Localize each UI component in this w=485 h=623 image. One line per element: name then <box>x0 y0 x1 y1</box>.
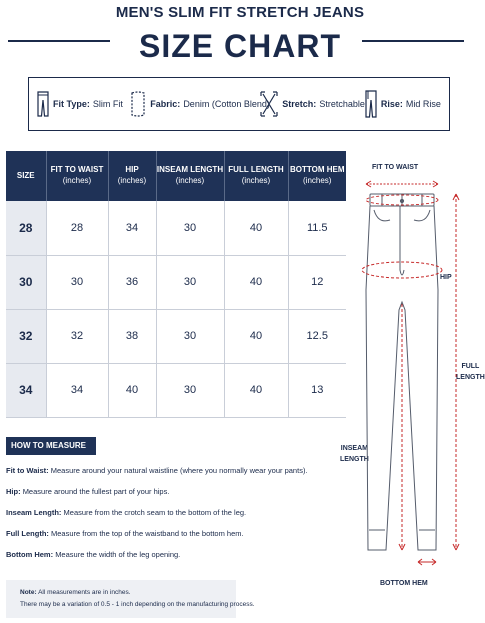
column-header-inseam: INSEAM LENGTH (inches) <box>156 151 224 201</box>
feature-fabric <box>130 91 270 117</box>
feature-value: Mid Rise <box>405 99 441 109</box>
full-length-arrow <box>453 194 459 550</box>
feature-key: Rise: <box>380 99 403 109</box>
cell-hip: 36 <box>108 255 156 309</box>
label-full-length: FULL LENGTH <box>456 363 485 382</box>
cell-bottom-hem: 13 <box>288 363 346 417</box>
feature-value: Stretchable <box>319 99 365 109</box>
table-header-row <box>6 151 346 201</box>
jeans-diagram <box>352 170 472 590</box>
how-item-waist: Fit to Waist: Measure around your natural waistline (where you normally wear your pants). <box>6 466 308 475</box>
feature-rise <box>365 90 441 118</box>
column-header-hip: HIP (inches) <box>108 151 156 201</box>
cell-inseam: 30 <box>156 201 224 255</box>
feature-bar <box>28 77 450 131</box>
cell-waist: 30 <box>46 255 108 309</box>
feature-value: Denim (Cotton Blend) <box>183 99 270 109</box>
size-table <box>6 151 346 418</box>
cell-waist: 34 <box>46 363 108 417</box>
label-fit-to-waist: FIT TO WAIST <box>372 164 419 171</box>
note-line-2: There may be a variation of 0.5 - 1 inch depending on the manufacturing process. <box>20 601 255 608</box>
feature-key: Fabric: <box>150 99 181 109</box>
cell-waist: 32 <box>46 309 108 363</box>
cell-hip: 38 <box>108 309 156 363</box>
cell-size: 34 <box>6 363 46 417</box>
table-row <box>6 309 346 363</box>
cell-full-length: 40 <box>224 363 288 417</box>
cell-inseam: 30 <box>156 363 224 417</box>
cell-full-length: 40 <box>224 201 288 255</box>
column-header-bottom-hem: BOTTOM HEM (inches) <box>288 151 346 201</box>
how-item-hip: Hip: Measure around the fullest part of your hips. <box>6 487 170 496</box>
how-item-full-length: Full Length: Measure from the top of the waistband to the bottom hem. <box>6 529 244 538</box>
waist-measure-arrow <box>366 181 438 187</box>
jeans-icon <box>37 91 49 117</box>
product-subtitle: MEN'S SLIM FIT STRETCH JEANS <box>115 4 365 21</box>
label-bottom-hem: BOTTOM HEM <box>380 580 428 587</box>
cell-bottom-hem: 12.5 <box>288 309 346 363</box>
hip-measure-ellipse <box>362 262 442 278</box>
feature-key: Fit Type: <box>53 99 90 109</box>
inseam-arrow <box>399 304 405 550</box>
cell-inseam: 30 <box>156 309 224 363</box>
cell-size: 32 <box>6 309 46 363</box>
cell-full-length: 40 <box>224 255 288 309</box>
rise-icon <box>365 90 377 118</box>
table-row <box>6 255 346 309</box>
how-item-bottom-hem: Bottom Hem: Measure the width of the leg opening. <box>6 550 181 559</box>
label-inseam-length: INSEAM LENGTH <box>340 445 369 464</box>
table-row <box>6 201 346 255</box>
note-line-1: Note: All measurements are in inches. <box>20 589 131 597</box>
bottom-hem-arrow <box>418 559 436 565</box>
cell-hip: 40 <box>108 363 156 417</box>
table-row <box>6 363 346 417</box>
cell-size: 30 <box>6 255 46 309</box>
how-to-measure-title: HOW TO MEASURE <box>6 437 96 455</box>
page-title: SIZE CHART <box>139 28 341 64</box>
feature-stretch <box>260 91 365 117</box>
cell-waist: 28 <box>46 201 108 255</box>
how-item-inseam: Inseam Length: Measure from the crotch seam to the bottom of the leg. <box>6 508 247 517</box>
cell-inseam: 30 <box>156 255 224 309</box>
cell-full-length: 40 <box>224 309 288 363</box>
cell-size: 28 <box>6 201 46 255</box>
cell-bottom-hem: 12 <box>288 255 346 309</box>
label-hip: HIP <box>440 274 452 281</box>
note-box <box>6 580 255 618</box>
column-header-full-length: FULL LENGTH (inches) <box>224 151 288 201</box>
cell-hip: 34 <box>108 201 156 255</box>
feature-value: Slim Fit <box>92 99 123 109</box>
feature-key: Stretch: <box>282 99 317 109</box>
feature-fit-type <box>37 91 130 117</box>
stretch-icon <box>260 91 278 117</box>
title-rule-right <box>362 40 464 42</box>
column-header-size: SIZE <box>6 151 46 201</box>
fabric-icon <box>130 91 146 117</box>
column-header-waist: FIT TO WAIST (inches) <box>46 151 108 201</box>
cell-bottom-hem: 11.5 <box>288 201 346 255</box>
